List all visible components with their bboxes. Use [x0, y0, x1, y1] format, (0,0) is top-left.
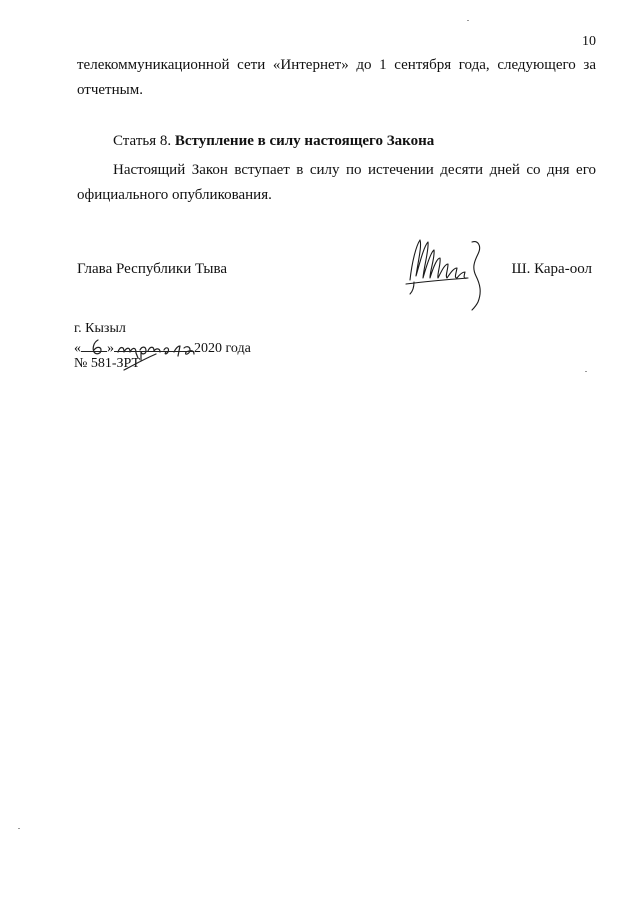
date-year: 2020 года — [194, 341, 251, 356]
date-open-quote: « — [74, 341, 81, 356]
law-number: № 581-ЗРТ — [74, 356, 141, 371]
signature-block — [77, 261, 596, 283]
page-number: 10 — [582, 34, 596, 49]
enactment-place: г. Кызыл — [74, 321, 126, 336]
continuation-paragraph: телекоммуникационной сети «Интернет» до 1 сентября года, следующего за отчетным. — [77, 57, 596, 98]
article-title: Вступление в силу настоящего Закона — [174, 133, 435, 149]
handwritten-date — [86, 326, 226, 372]
signatory-name: Ш. Кара-оол — [511, 261, 592, 277]
article-heading — [113, 131, 434, 151]
scan-speck — [585, 371, 587, 372]
date-close-quote: » — [107, 341, 114, 356]
article-body: Настоящий Закон вступает в силу по истечении десяти дней со дня его официального опубликования. — [77, 162, 596, 203]
scan-speck — [18, 828, 20, 829]
scan-speck — [467, 20, 469, 21]
article-prefix: Статья 8. — [113, 133, 172, 149]
handwritten-signature — [402, 232, 494, 312]
signatory-title: Глава Республики Тыва — [77, 261, 228, 277]
